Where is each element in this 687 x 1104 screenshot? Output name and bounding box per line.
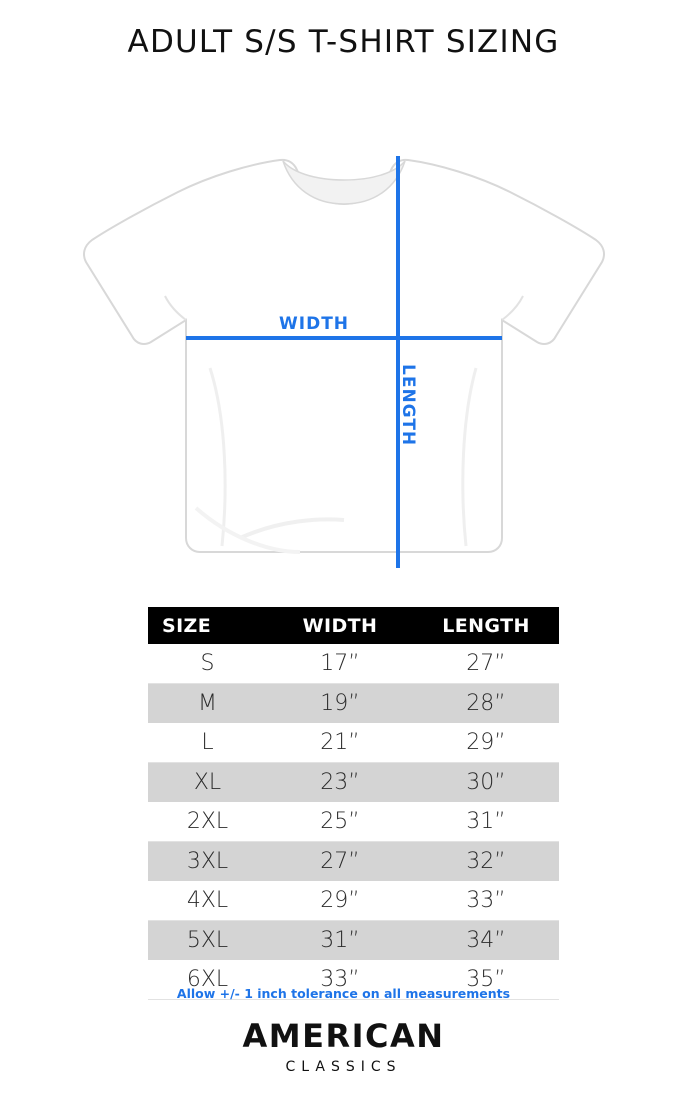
cell-length: 30” [413,763,559,803]
brand-logo [0,1017,687,1075]
header-size: SIZE [148,607,267,644]
cell-width: 21” [267,723,413,763]
length-label: LENGTH [398,364,418,447]
cell-size: XL [148,763,267,803]
tolerance-note: Allow +/- 1 inch tolerance on all measurements [176,986,511,1001]
width-label: WIDTH [279,314,350,334]
brand-subtitle: CLASSICS [285,1059,402,1075]
cell-width: 27” [267,842,413,882]
tshirt-shape [84,160,604,552]
cell-size: 6XL [148,960,267,1000]
cell-length: 27” [413,644,559,684]
cell-size: 2XL [148,802,267,842]
cell-size: 5XL [148,921,267,961]
table-row [148,881,559,921]
table-row [148,842,559,882]
cell-width: 29” [267,881,413,921]
size-chart-table [148,607,540,1000]
cell-size: 3XL [148,842,267,882]
brand-name: AMERICAN [242,1017,445,1055]
cell-length: 34” [413,921,559,961]
table-row [148,684,559,724]
cell-size: S [148,644,267,684]
cell-size: 4XL [148,881,267,921]
table-header-row [148,607,559,644]
cell-length: 33” [413,881,559,921]
table-row [148,921,559,961]
header-width: WIDTH [267,607,413,644]
tshirt-diagram [0,68,687,568]
cell-width: 33” [267,960,413,1000]
header-length: LENGTH [413,607,559,644]
cell-size: M [148,684,267,724]
cell-length: 31” [413,802,559,842]
page-title: ADULT S/S T-SHIRT SIZING [127,24,560,60]
cell-width: 19” [267,684,413,724]
cell-width: 17” [267,644,413,684]
cell-length: 29” [413,723,559,763]
cell-size: L [148,723,267,763]
table-row [148,723,559,763]
cell-width: 23” [267,763,413,803]
cell-length: 35” [413,960,559,1000]
cell-width: 25” [267,802,413,842]
cell-width: 31” [267,921,413,961]
table-row [148,644,559,684]
cell-length: 32” [413,842,559,882]
table-row [148,763,559,803]
cell-length: 28” [413,684,559,724]
table-row [148,802,559,842]
